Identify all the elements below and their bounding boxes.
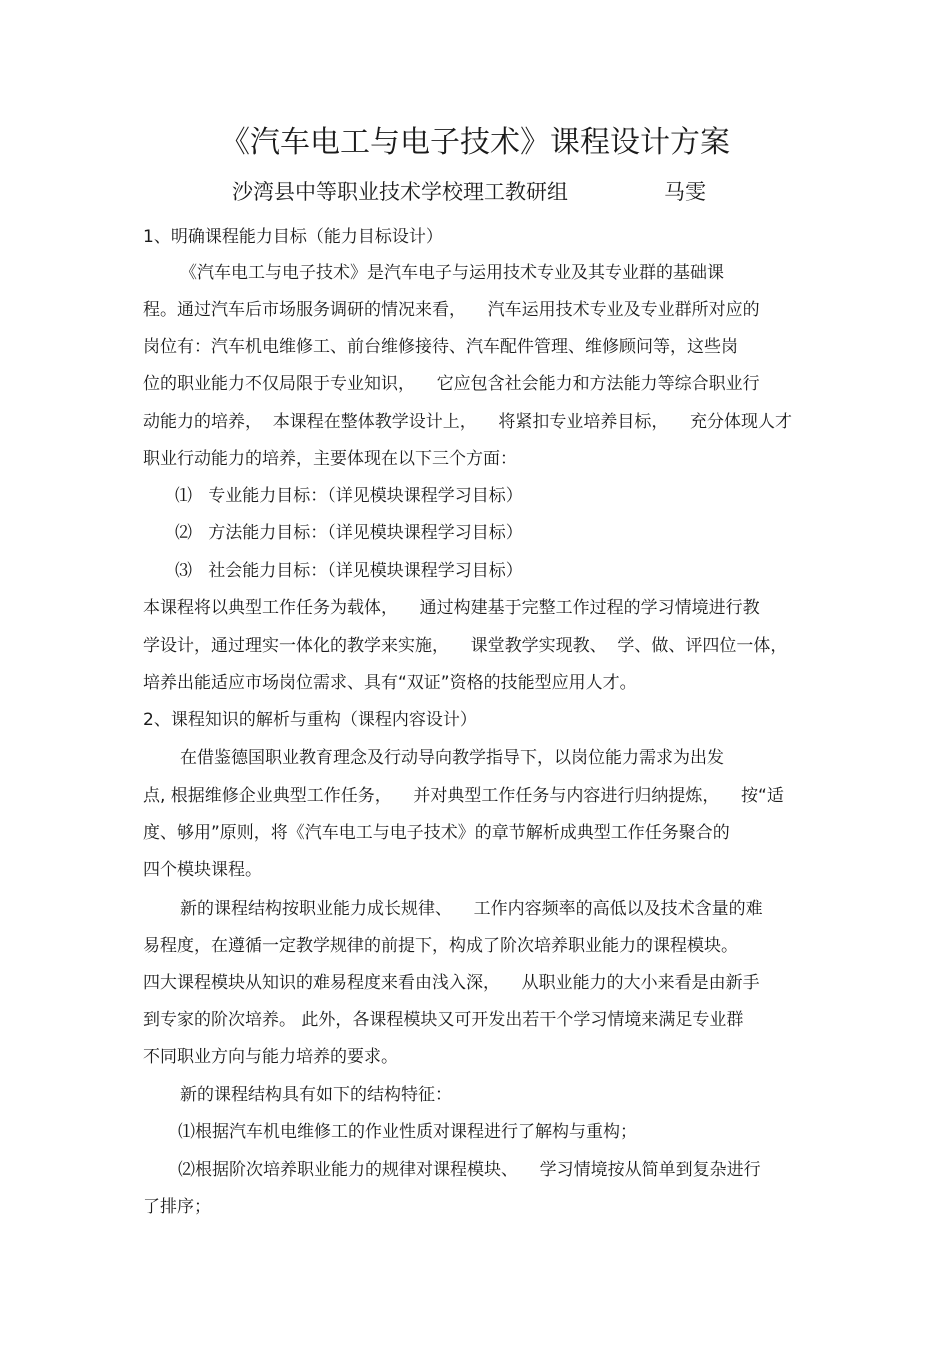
list-item: ⑵根据阶次培养职业能力的规律对课程模块、 学习情境按从简单到复杂进行 [178,1160,761,1180]
section-heading-1: 1、明确课程能力目标（能力目标设计） [143,227,443,247]
section-heading-2: 2、课程知识的解析与重构（课程内容设计） [143,710,477,730]
byline [232,176,706,208]
paragraph-line: 了排序； [143,1197,211,1217]
paragraph-line: 新的课程结构具有如下的结构特征： [180,1085,452,1105]
paragraph-line: 岗位有：汽车机电维修工、前台维修接待、汽车配件管理、维修顾问等，这些岗 [143,337,738,357]
paragraph-line: 位的职业能力不仅局限于专业知识， 它应包含社会能力和方法能力等综合职业行 [143,374,760,394]
document-title: 《汽车电工与电子技术》课程设计方案 [220,125,730,160]
paragraph-line: 职业行动能力的培养，主要体现在以下三个方面： [143,449,517,469]
organization: 沙湾县中等职业技术学校理工教研组 [232,180,568,204]
paragraph-line: 程。通过汽车后市场服务调研的情况来看， 汽车运用技术专业及专业群所对应的 [143,300,760,320]
paragraph-line: 学设计，通过理实一体化的教学来实施， 课堂教学实现教、 学、做、评四位一体， [143,636,788,656]
paragraph-line: 易程度，在遵循一定教学规律的前提下，构成了阶次培养职业能力的课程模块。 [143,936,738,956]
author: 马雯 [664,180,706,204]
paragraph-line: 四个模块课程。 [143,860,262,880]
paragraph-line: 《汽车电工与电子技术》是汽车电子与运用技术专业及其专业群的基础课 [180,263,724,283]
paragraph-line: 动能力的培养， 本课程在整体教学设计上， 将紧扣专业培养目标， 充分体现人才 [143,412,793,432]
list-item: ⑵ 方法能力目标：（详见模块课程学习目标） [175,523,523,543]
paragraph-line: 新的课程结构按职业能力成长规律、 工作内容频率的高低以及技术含量的难 [180,899,763,919]
paragraph-line: 点, 根据维修企业典型工作任务， 并对典型工作任务与内容进行归纳提炼， 按“适 [143,786,784,806]
list-item: ⑶ 社会能力目标：（详见模块课程学习目标） [175,561,523,581]
paragraph-line: 度、够用”原则，将《汽车电工与电子技术》的章节解析成典型工作任务聚合的 [143,823,730,843]
list-item: ⑴ 专业能力目标：（详见模块课程学习目标） [175,486,523,506]
paragraph-line: 到专家的阶次培养。 此外，各课程模块又可开发出若干个学习情境来满足专业群 [143,1010,744,1030]
paragraph-line: 不同职业方向与能力培养的要求。 [143,1047,398,1067]
paragraph-line: 培养出能适应市场岗位需求、具有“双证”资格的技能型应用人才。 [143,673,637,693]
paragraph-line: 本课程将以典型工作任务为载体， 通过构建基于完整工作过程的学习情境进行教 [143,598,760,618]
paragraph-line: 在借鉴德国职业教育理念及行动导向教学指导下，以岗位能力需求为出发 [180,748,724,768]
paragraph-line: 四大课程模块从知识的难易程度来看由浅入深， 从职业能力的大小来看是由新手 [143,973,760,993]
list-item: ⑴根据汽车机电维修工的作业性质对课程进行了解构与重构； [178,1122,637,1142]
